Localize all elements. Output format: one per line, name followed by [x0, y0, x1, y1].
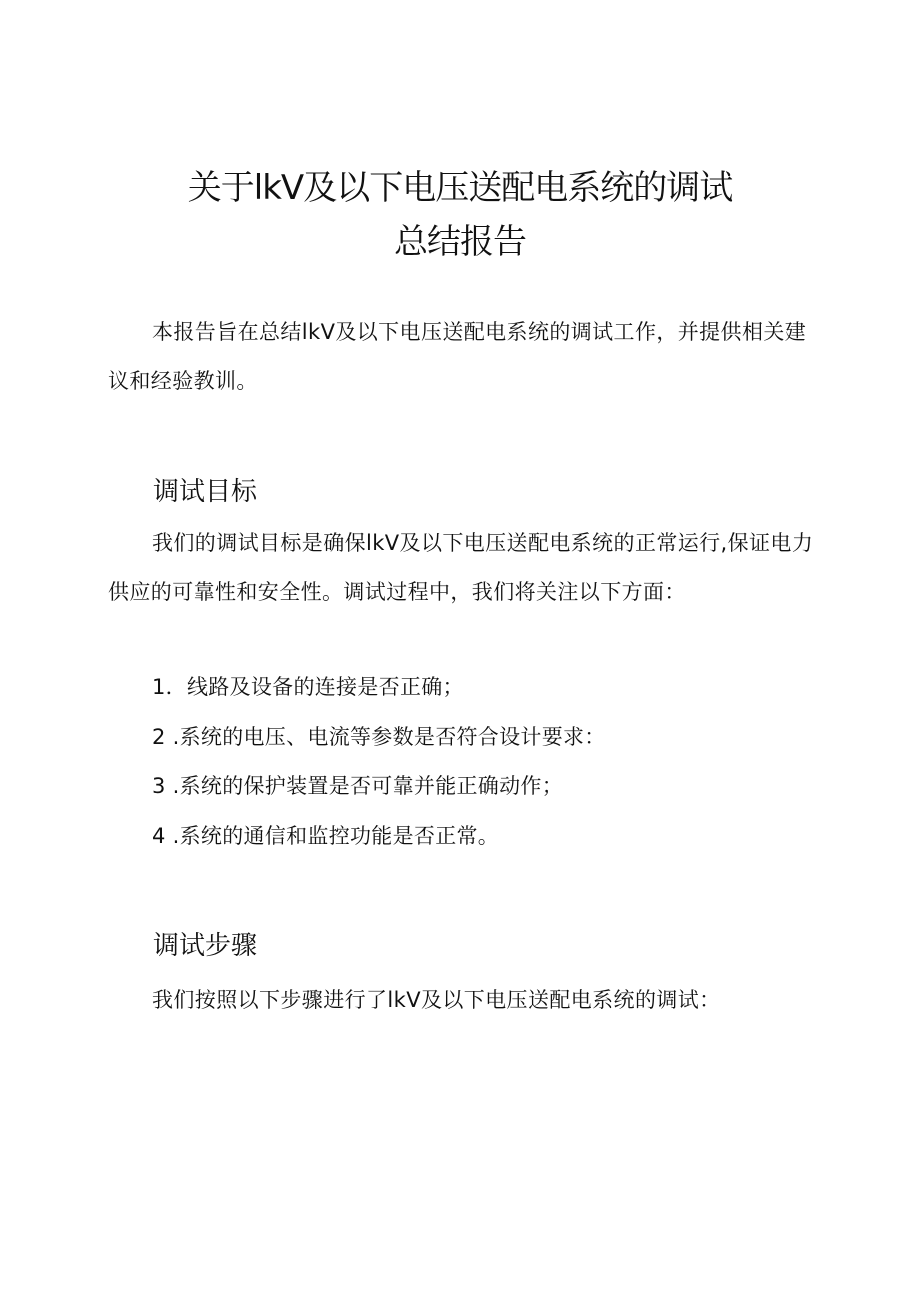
report-title-line-1: 关于lkV及以下电压送配电系统的调试 — [187, 168, 733, 208]
steps-paragraph: 我们按照以下步骤进行了lkV及以下电压送配电系统的调试： — [152, 988, 721, 1012]
intro-paragraph: 本报告旨在总结lkV及以下电压送配电系统的调试工作，并提供相关建议和经验教训。 — [108, 320, 807, 393]
section-heading-goal: 调试目标 — [153, 477, 258, 507]
list-item: 4 .系统的通信和监控功能是否正常。 — [152, 824, 500, 848]
goal-paragraph: 我们的调试目标是确保lkV及以下电压送配电系统的正常运行,保证电力供应的可靠性和安全性。调试过程中，我们将关注以下方面： — [108, 531, 814, 604]
section-heading-steps: 调试步骤 — [153, 931, 258, 961]
list-item: 2 .系统的电压、电流等参数是否符合设计要求： — [152, 725, 606, 749]
list-item: 3 .系统的保护装置是否可靠并能正确动作； — [152, 774, 564, 798]
list-item: 1．线路及设备的连接是否正确； — [152, 675, 464, 699]
report-title-line-2: 总结报告 — [394, 222, 526, 262]
